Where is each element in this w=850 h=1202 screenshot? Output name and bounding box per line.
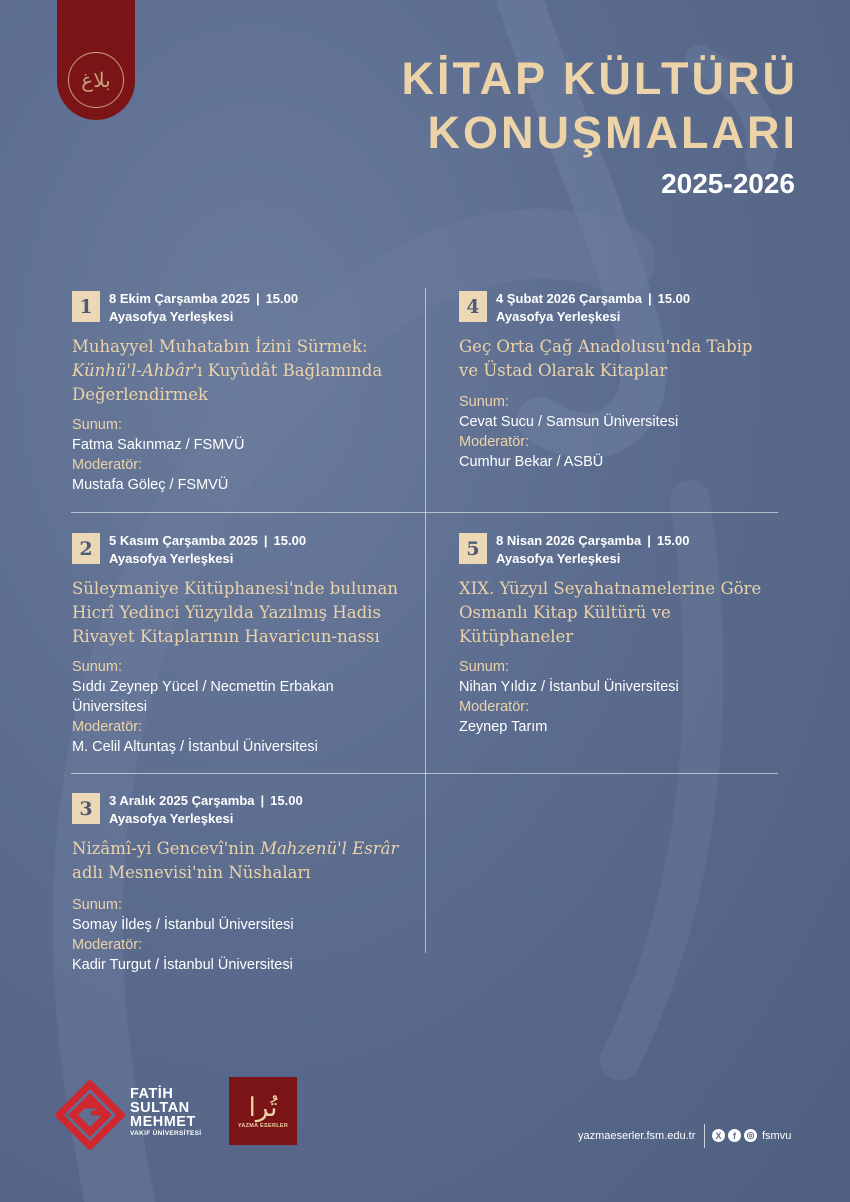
facebook-icon[interactable]: f (728, 1129, 741, 1142)
title-line-2: KONUŞMALARI (427, 107, 798, 158)
session-date: 3 Aralık 2025 Çarşamba (109, 793, 255, 808)
instagram-icon[interactable]: ◎ (744, 1129, 757, 1142)
session-venue: Ayasofya Yerleşkesi (109, 551, 234, 566)
presenter-label: Sunum: (72, 659, 122, 675)
moderator: Kadir Turgut / İstanbul Üniversitesi (72, 957, 293, 973)
presenter-continued: Üniversitesi (72, 699, 147, 715)
presenter: Somay İldeş / İstanbul Üniversitesi (72, 917, 294, 933)
fsm-line: MEHMET (130, 1114, 196, 1130)
page-title (402, 52, 798, 160)
presenter: Cevat Sucu / Samsun Üniversitesi (459, 414, 679, 430)
session-number: 2 (72, 533, 100, 564)
topic-line: Süleymaniye Kütüphanesi'nde bulunan (72, 579, 398, 598)
season-years: 2025-2026 (661, 168, 795, 199)
topic-italic: Künhü'l-Ahbâr (72, 361, 193, 380)
fsm-logo-mark (55, 1080, 125, 1150)
session-time: 15.00 (270, 793, 303, 808)
moderator-label: Moderatör: (459, 434, 530, 450)
session-topic (459, 577, 799, 649)
session-time: 15.00 (265, 291, 299, 306)
session-meta: 5 Kasım Çarşamba 2025 | 15.00 Ayasofya Yerleşkesi (109, 533, 307, 566)
session-topic (72, 335, 412, 407)
session-people (459, 392, 799, 472)
topic-line: Değerlendirmek (72, 385, 209, 404)
session-date: 4 Şubat 2026 Çarşamba (496, 291, 642, 306)
session-people (459, 657, 799, 737)
fsm-wordmark (130, 1087, 201, 1139)
session-people (72, 895, 412, 975)
footer-divider (704, 1124, 705, 1148)
session-topic (72, 577, 412, 649)
moderator: Zeynep Tarım (459, 719, 548, 735)
grid-divider-horizontal-1 (71, 512, 778, 513)
session-topic (459, 335, 799, 383)
topic-line: Geç Orta Çağ Anadolusu'nda Tabip (459, 337, 753, 356)
session-number: 3 (72, 793, 100, 824)
seal-text: بلاغ (81, 68, 111, 92)
website-link[interactable]: yazmaeserler.fsm.edu.tr (578, 1130, 696, 1142)
presenter: Nihan Yıldız / İstanbul Üniversitesi (459, 679, 679, 695)
presenter: Fatma Sakınmaz / FSMVÜ (72, 437, 245, 453)
presenter-label: Sunum: (72, 417, 122, 433)
presenter-label: Sunum: (459, 394, 509, 410)
session-venue: Ayasofya Yerleşkesi (496, 551, 621, 566)
fsm-subtitle: VAKIF ÜNİVERSİTESİ (130, 1130, 202, 1137)
grid-divider-horizontal-2 (71, 773, 778, 774)
session-number: 5 (459, 533, 487, 564)
session-people (72, 415, 412, 495)
session-number: 4 (459, 291, 487, 322)
topic-line: Osmanlı Kitap Kültürü ve (459, 603, 671, 622)
topic-line: Rivayet Kitaplarının Havaricun-nassı (72, 627, 380, 646)
grid-divider-vertical (425, 288, 426, 953)
session-date: 8 Nisan 2026 Çarşamba (496, 533, 642, 548)
moderator: M. Celil Altuntaş / İstanbul Üniversitesi (72, 739, 318, 755)
session-topic (72, 837, 412, 885)
seal-logo (68, 52, 124, 108)
social-handle[interactable]: fsmvu (762, 1129, 792, 1142)
moderator-label: Moderatör: (72, 937, 143, 953)
moderator-label: Moderatör: (72, 457, 143, 473)
topic-line: Hicrî Yedinci Yüzyılda Yazılmış Hadis (72, 603, 381, 622)
presenter-label: Sunum: (459, 659, 509, 675)
topic-line: adlı Mesnevisi'nin Nüshaları (72, 863, 311, 882)
moderator: Mustafa Göleç / FSMVÜ (72, 477, 229, 493)
session-venue: Ayasofya Yerleşkesi (109, 811, 234, 826)
top-ribbon (57, 0, 135, 120)
session-meta: 8 Ekim Çarşamba 2025 | 15.00 Ayasofya Yerleşkesi (109, 291, 299, 324)
session-meta: 4 Şubat 2026 Çarşamba | 15.00 Ayasofya Yerleşkesi (496, 291, 691, 324)
title-line-1: KİTAP KÜLTÜRÜ (401, 53, 798, 104)
topic-line: Kütüphaneler (459, 627, 574, 646)
topic-line: Muhayyel Muhatabın İzini Sürmek: (72, 337, 368, 356)
yazma-eserler-logo (229, 1077, 297, 1145)
session-date: 5 Kasım Çarşamba 2025 (109, 533, 258, 548)
session-venue: Ayasofya Yerleşkesi (496, 309, 621, 324)
session-venue: Ayasofya Yerleşkesi (109, 309, 234, 324)
yazma-caption: YAZMA ESERLER (237, 1123, 289, 1129)
session-time: 15.00 (273, 533, 307, 548)
session-date: 8 Ekim Çarşamba 2025 (109, 291, 250, 306)
yazma-glyph: تُرا (248, 1093, 278, 1123)
topic-pre: Nizâmî-yi Gencevî'nin (72, 839, 261, 858)
fsm-line: SULTAN (130, 1100, 190, 1116)
topic-line (72, 359, 412, 383)
session-time: 15.00 (657, 291, 691, 306)
session-meta: 8 Nisan 2026 Çarşamba | 15.00 Ayasofya Yerleşkesi (496, 533, 690, 566)
session-meta: 3 Aralık 2025 Çarşamba | 15.00 Ayasofya Yerleşkesi (109, 793, 303, 826)
topic-line: ve Üstad Olarak Kitaplar (459, 361, 668, 380)
moderator-label: Moderatör: (72, 719, 143, 735)
session-people (72, 657, 412, 757)
presenter: Sıddı Zeynep Yücel / Necmettin Erbakan (72, 679, 334, 695)
moderator-label: Moderatör: (459, 699, 530, 715)
moderator: Cumhur Bekar / ASBÜ (459, 454, 604, 470)
session-time: 15.00 (656, 533, 690, 548)
presenter-label: Sunum: (72, 897, 122, 913)
topic-line (72, 837, 412, 861)
topic-line: XIX. Yüzyıl Seyahatnamelerine Göre (459, 579, 762, 598)
x-icon[interactable]: X (712, 1129, 725, 1142)
topic-rest: 'ı Kuyûdât Bağlamında (192, 361, 383, 380)
social-links (712, 1129, 791, 1142)
topic-italic: Mahzenü'l Esrâr (260, 839, 399, 858)
fsm-line: FATİH (130, 1086, 174, 1102)
session-number: 1 (72, 291, 100, 322)
